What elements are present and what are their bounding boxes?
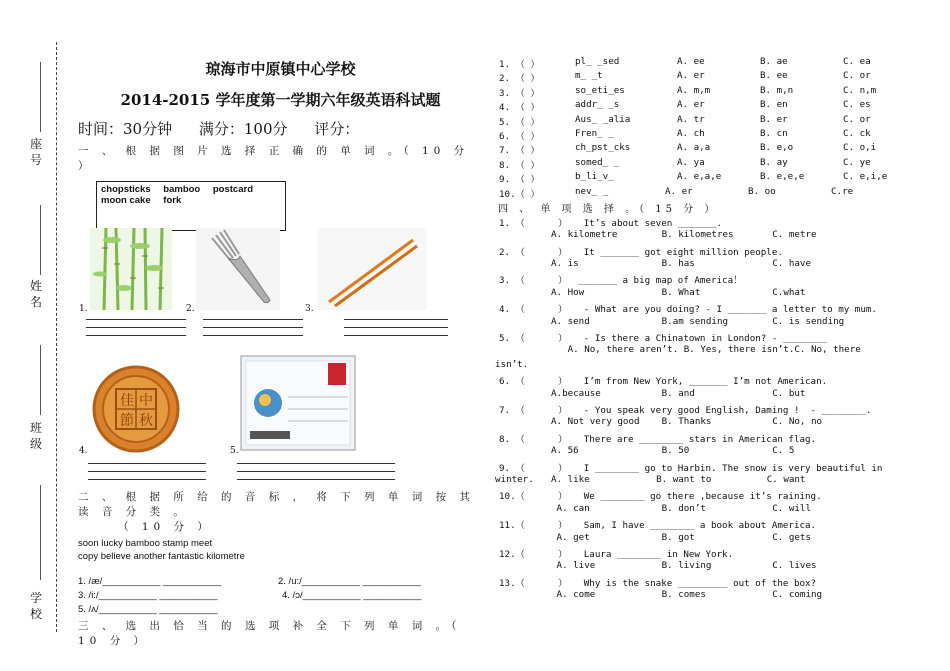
- options-text: A. is B. has C. have: [551, 258, 811, 270]
- word-option: chopsticks: [101, 184, 151, 195]
- seat-label: 座 号: [29, 137, 42, 167]
- school-label: 学 校: [29, 591, 42, 621]
- option-b: B. oo: [748, 185, 776, 197]
- time-text: 时间：30分钟: [78, 120, 173, 138]
- question-text: 4. （ ） - What are you doing? - I _______ a letter to my mum.: [499, 304, 877, 316]
- fill-letters-item: [495, 171, 935, 185]
- word-option: postcard: [212, 184, 253, 195]
- fill-letters-item: [495, 157, 935, 171]
- option-c: C. ck: [843, 127, 871, 139]
- question-row: [495, 301, 935, 315]
- question-text: 13.（ ） Why is the snake _________ out of the box?: [499, 577, 817, 589]
- question-row: [495, 546, 935, 560]
- phonetic-row: 1. /æ/___________ ___________: [78, 576, 222, 587]
- option-a: A. ya: [677, 156, 705, 168]
- fill-letters-item: [495, 85, 935, 99]
- question-text: isn’t.: [495, 358, 529, 370]
- word-box: [96, 181, 286, 231]
- fork-picture: [196, 228, 280, 310]
- options-row: [495, 316, 935, 330]
- question-text: 5. （ ） - Is there a Chinatown in London? - ________: [499, 333, 828, 345]
- school-field-line: [40, 485, 42, 580]
- options-text: A. live B. living C. lives: [551, 560, 817, 572]
- section2-points: （ 10 分 ）: [118, 521, 213, 533]
- question-text: 10.（ ） We ________ go there ,because it’s raining.: [499, 491, 822, 503]
- option-b: B. ee: [760, 70, 788, 82]
- section1-title: 一 、 根 据 图 片 选 择 正 确 的 单 词 。（ 10 分 ）: [78, 145, 470, 172]
- name-label: 姓 名: [29, 279, 42, 309]
- item-number: 7. （ ）: [499, 145, 540, 157]
- options-row: [495, 532, 935, 546]
- options-text: A. No, there aren’t. B. Yes, there isn’t.C. No, there: [551, 344, 861, 356]
- class-label: 班 级: [29, 421, 42, 451]
- options-row: [495, 503, 935, 517]
- option-c: C. or: [843, 70, 871, 82]
- options-row: [495, 229, 935, 243]
- question-row: [495, 359, 935, 373]
- item-number: 8. （ ）: [499, 159, 540, 171]
- picture-number: 5.: [230, 446, 239, 456]
- option-c: C. ea: [843, 56, 871, 67]
- options-row: [495, 560, 935, 574]
- section2-title: 二 、 根 据 所 给 的 音 标 ， 将 下 列 单 词 按 其 读 音 分 类 。: [78, 491, 475, 518]
- left-column: [78, 58, 483, 231]
- name-field-line: [40, 205, 42, 275]
- options-text: A. send B.am sending C. is sending: [551, 315, 845, 327]
- right-column: [495, 56, 935, 603]
- phonetic-row: 4. /ɔ/___________ ___________: [282, 590, 422, 601]
- mooncake-glyph: 中: [139, 393, 153, 409]
- item-number: 4. （ ）: [499, 102, 540, 114]
- options-row: [495, 388, 935, 402]
- option-b: B. en: [760, 99, 788, 111]
- word-list-1: soon lucky bamboo stamp meet: [78, 538, 213, 549]
- options-text: A. kilometre B. kilometres C. metre: [551, 229, 817, 241]
- options-row: [495, 445, 935, 459]
- answer-lines: [86, 312, 186, 336]
- option-b: B. cn: [760, 127, 788, 139]
- mooncake-picture: [90, 365, 182, 453]
- options-row: [495, 287, 935, 301]
- class-field-line: [40, 345, 42, 415]
- phonetic-row: 3. /i:/___________ ___________: [78, 590, 218, 601]
- answer-lines: [203, 312, 303, 336]
- score-text: 评分：: [314, 120, 360, 138]
- options-text: A. come B. comes C. coming: [551, 589, 823, 601]
- item-number: 3. （ ）: [499, 87, 540, 99]
- question-text: 1. （ ） It’s about seven _______.: [499, 217, 723, 229]
- word-option: bamboo: [163, 184, 201, 195]
- phonetic-row: 5. /ʌ/___________ ___________: [78, 604, 218, 615]
- option-c: C. e,i,e: [843, 171, 888, 183]
- picture-number: 1.: [79, 304, 88, 314]
- option-b: B. e,e,e: [760, 171, 805, 183]
- fill-letters-item: [495, 114, 935, 128]
- option-c: C.re: [831, 185, 854, 197]
- option-c: C. ye: [843, 156, 871, 168]
- question-row: [495, 517, 935, 531]
- picture-number: 2.: [186, 304, 195, 314]
- question-row: [495, 474, 935, 488]
- full-score-text: 满分：100分: [198, 120, 288, 138]
- item-number: 1. （ ）: [499, 59, 540, 70]
- option-a: A. er: [677, 70, 705, 82]
- options-row: [495, 416, 935, 430]
- fill-letters-item: [495, 99, 935, 113]
- option-a: A. a,a: [677, 142, 711, 154]
- question-text: 11.（ ） Sam, I have ________ a book about America.: [499, 520, 817, 532]
- answer-lines: [344, 312, 448, 336]
- option-a: A. ee: [677, 56, 705, 67]
- fill-letters-item: [495, 142, 935, 156]
- options-text: A. can B. don’t C. will: [551, 502, 811, 514]
- item-word: nev_ _: [575, 185, 609, 197]
- postcard-picture: [240, 355, 356, 451]
- option-c: C. o,i: [843, 142, 877, 154]
- item-word: ch_pst_cks: [575, 142, 631, 154]
- question-row: [495, 575, 935, 589]
- options-row: [495, 344, 935, 358]
- fill-letters-item: [495, 128, 935, 142]
- question-text: 3. （ ） _______ a big map of America！: [499, 275, 743, 287]
- item-word: b_li_v_: [575, 171, 614, 183]
- option-c: C. n,m: [843, 84, 877, 96]
- option-c: C. es: [843, 99, 871, 111]
- options-text: A. like B. want to C. want: [551, 473, 806, 485]
- options-row: [495, 589, 935, 603]
- option-a: A. m,m: [677, 84, 711, 96]
- options-text: A. Not very good B. Thanks C. No, no: [551, 416, 823, 428]
- answer-lines: [88, 456, 206, 480]
- question-row: [495, 373, 935, 387]
- item-number: 10.（ ）: [499, 188, 540, 200]
- option-b: B. ae: [760, 56, 788, 67]
- question-row: [495, 244, 935, 258]
- item-number: 2. （ ）: [499, 73, 540, 85]
- cut-line: [56, 42, 57, 632]
- item-word: Fren_ _: [575, 127, 614, 139]
- mooncake-glyph: 節: [120, 413, 134, 429]
- item-word: pl_ _sed: [575, 56, 620, 67]
- question-row: [495, 272, 935, 286]
- options-text: A.because B. and C. but: [551, 387, 806, 399]
- option-b: B. e,o: [760, 142, 794, 154]
- section4-title: 四 、 单 项 选 择 。（ 15 分 ）: [498, 203, 719, 215]
- option-a: A. er: [665, 185, 693, 197]
- word-list-2: copy believe another fantastic kilometre: [78, 551, 245, 562]
- exam-info: [78, 118, 483, 139]
- options-text: A. get B. got C. gets: [551, 531, 811, 543]
- options-text: A. How B. What C.what: [551, 286, 806, 298]
- question-text: 7. （ ） - You speak very good English, Daming ! - ________.: [499, 404, 872, 416]
- item-word: so_eti_es: [575, 84, 625, 96]
- bamboo-picture: [90, 228, 172, 310]
- question-row: [495, 402, 935, 416]
- answer-lines: [237, 456, 395, 480]
- exam-title: 2014-2015 学年度第一学期六年级英语科试题: [120, 91, 441, 109]
- question-row: [495, 330, 935, 344]
- item-word: addr_ _s: [575, 99, 620, 111]
- question-text: 12.（ ） Laura ________ in New York.: [499, 548, 734, 560]
- item-word: somed_ _: [575, 156, 620, 168]
- fill-letters-item: [495, 186, 935, 200]
- section3-title: 三 、 选 出 恰 当 的 选 项 补 全 下 列 单 词 。（ 10 分 ）: [78, 620, 462, 647]
- question-row: [495, 431, 935, 445]
- item-word: m_ _t: [575, 70, 603, 82]
- option-a: A. ch: [677, 127, 705, 139]
- chopsticks-picture: [317, 228, 427, 310]
- picture-number: 3.: [305, 304, 314, 314]
- school-title: 琼海市中原镇中心学校: [205, 60, 356, 78]
- option-a: A. tr: [677, 113, 705, 125]
- fill-letters-item: [495, 56, 935, 70]
- question-text: 2. （ ） It _______ got eight million people.: [499, 246, 783, 258]
- option-b: B. m,n: [760, 84, 794, 96]
- question-text: winter.: [495, 473, 534, 485]
- section2: [78, 489, 483, 648]
- question-text: 6. （ ） I’m from New York, _______ I’m not American.: [499, 376, 828, 388]
- fill-letters-item: [495, 70, 935, 84]
- option-c: C. or: [843, 113, 871, 125]
- question-row: [495, 460, 935, 474]
- binding-margin: [0, 0, 70, 671]
- word-option: moon cake: [101, 195, 151, 206]
- picture-number: 4.: [79, 446, 88, 456]
- word-option: fork: [163, 195, 182, 206]
- question-text: 9. （ ） I ________ go to Harbin. The snow is very beautiful in: [499, 462, 883, 474]
- option-b: B. er: [760, 113, 788, 125]
- question-row: [495, 488, 935, 502]
- item-number: 9. （ ）: [499, 174, 540, 186]
- phonetic-row: 2. /u:/___________ ___________: [278, 576, 421, 587]
- option-a: A. er: [677, 99, 705, 111]
- mooncake-glyph: 秋: [139, 413, 153, 429]
- question-row: [495, 215, 935, 229]
- item-number: 6. （ ）: [499, 130, 540, 142]
- item-number: 5. （ ）: [499, 116, 540, 128]
- mooncake-glyph: 佳: [120, 393, 134, 409]
- seat-field-line: [40, 62, 42, 132]
- question-text: 8. （ ） There are ________ stars in American flag.: [499, 433, 817, 445]
- item-word: Aus_ _alia: [575, 113, 631, 125]
- options-text: A. 56 B. 50 C. 5: [551, 445, 795, 457]
- option-b: B. ay: [760, 156, 788, 168]
- options-row: [495, 258, 935, 272]
- option-a: A. e,a,e: [677, 171, 722, 183]
